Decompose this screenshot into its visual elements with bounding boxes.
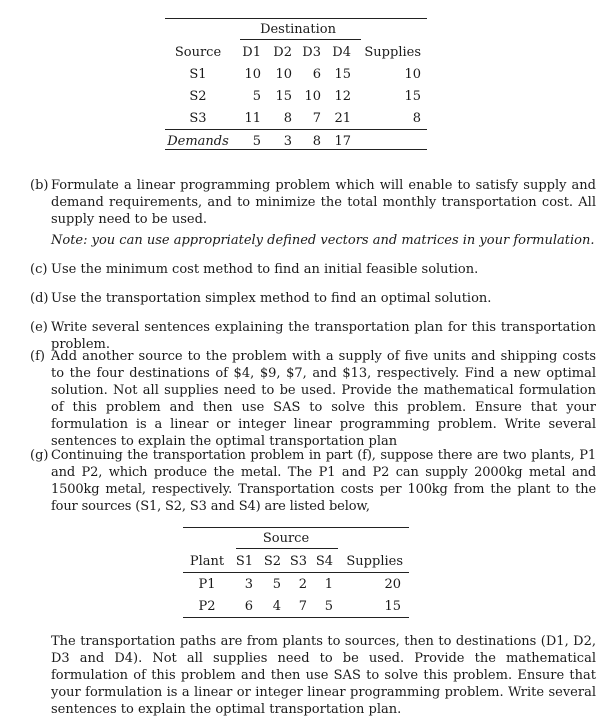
table2-header-row (183, 550, 409, 573)
table2-cell: 2 (298, 576, 307, 592)
table2-cell: 6 (244, 598, 253, 614)
table2-cell: 5 (324, 598, 333, 614)
table2-group-rule (236, 548, 338, 549)
table1-header-cell: D3 (302, 44, 321, 60)
table2-cell: 7 (298, 598, 307, 614)
question-text: Add another source to the problem with a supply of five units and shipping costs to the four destinations of $4, $9, $7, and $13, respectively. Find a new optimal solution. Not all supplies need to be used. Provide the mathematical formulation of this problem and then use SAS to solve this problem. Ensure that your formulation is a linear or integer linear programming problem. Write several sentences to explain the optimal transportation plan (51, 349, 596, 449)
question-label: (e) (30, 320, 48, 335)
table2-cell: 20 (384, 576, 401, 592)
question-d (30, 290, 596, 307)
question-note: Note: you can use appropriately defined vectors and matrices in your formulation. (51, 233, 595, 248)
table1-cell: 17 (334, 133, 351, 149)
table1-header-cell: D2 (273, 44, 292, 60)
table1-group-header: Destination (260, 22, 336, 37)
table1-cell: 3 (283, 133, 292, 149)
table-row (183, 595, 409, 617)
table2-header-cell: S1 (235, 553, 253, 569)
table1-cell: 15 (334, 66, 351, 82)
question-label: (b) (30, 178, 49, 193)
table1-cell: 10 (275, 66, 292, 82)
table1-cell: 10 (244, 66, 261, 82)
table2 (183, 550, 409, 617)
question-label: (g) (30, 448, 49, 463)
table-row (165, 107, 427, 130)
table2-cell: 3 (244, 576, 253, 592)
table1-cell: 6 (312, 66, 321, 82)
table2-group-header: Source (262, 531, 310, 546)
table1-top-rule (165, 18, 427, 19)
table1-cell: S1 (189, 66, 207, 82)
table1-cell: 8 (283, 110, 292, 126)
question-text: Use the transportation simplex method to find an optimal solution. (51, 291, 492, 306)
table-row (165, 85, 427, 107)
table1-header-cell: D4 (332, 44, 351, 60)
table-row (165, 63, 427, 85)
table1-cell: S2 (189, 88, 207, 104)
table1-group-rule (240, 39, 361, 40)
table1-cell: 5 (252, 133, 261, 149)
question-text: Use the minimum cost method to find an initial feasible solution. (51, 262, 479, 277)
question-c (30, 261, 596, 278)
table1-cell: 5 (252, 88, 261, 104)
table1-cell: 15 (275, 88, 292, 104)
table1-header-cell: Source (174, 44, 222, 60)
table1-cell: 8 (312, 133, 321, 149)
table1-cell: 10 (304, 88, 321, 104)
question-text: Write several sentences explaining the transportation plan for this transportation problem. (51, 320, 596, 352)
table1-cell: S3 (189, 110, 207, 126)
table2-header-cell: Plant (189, 553, 225, 569)
table2-header-cell: S2 (263, 553, 281, 569)
question-b (30, 177, 596, 249)
question-g (30, 447, 596, 515)
table1-demands-label: Demands (167, 133, 229, 149)
table1-cell: 8 (412, 110, 421, 126)
table1 (165, 41, 427, 152)
table2-cell: 1 (324, 576, 333, 592)
table2-header-cell: Supplies (346, 553, 403, 569)
table1-cell: 11 (244, 110, 261, 126)
table2-cell: 5 (272, 576, 281, 592)
table1-header-row (165, 41, 427, 63)
table2-cell: 4 (272, 598, 281, 614)
table2-cell: 15 (384, 598, 401, 614)
question-g-closing (30, 633, 596, 718)
question-f (30, 348, 596, 450)
table2-header-cell: S3 (289, 553, 307, 569)
table-row (183, 573, 409, 596)
table2-cell: P2 (198, 598, 216, 614)
table1-cell: 15 (404, 88, 421, 104)
table2-header-cell: S4 (315, 553, 333, 569)
question-text: Formulate a linear programming problem which will enable to satisfy supply and demand requirements, and to minimize the total monthly transportation cost. All supply need to be used. (51, 178, 596, 227)
table1-cell: 10 (404, 66, 421, 82)
question-label: (c) (30, 262, 48, 277)
question-text: Continuing the transportation problem in part (f), suppose there are two plants, P1 and P2, which produce the metal. The P1 and P2 can supply 2000kg metal and 1500kg metal, respectively. Transportation costs per 100kg from the plant to the four sources (S1, S2, S3 and S4) are listed below, (51, 448, 596, 514)
question-label: (d) (30, 291, 49, 306)
table2-top-rule (183, 527, 409, 528)
table2-bottom-rule (183, 617, 409, 618)
question-label: (f) (30, 349, 45, 364)
table1-cell: 7 (312, 110, 321, 126)
table2-cell: P1 (198, 576, 216, 592)
table1-bottom-rule (165, 149, 427, 150)
table1-cell: 21 (334, 110, 351, 126)
table1-cell: 12 (334, 88, 351, 104)
table1-header-cell: D1 (242, 44, 261, 60)
table1-header-cell: Supplies (364, 44, 421, 60)
question-closing-text: The transportation paths are from plants to sources, then to destinations (D1, D2, D3 and D4). Not all supplies need to be used. Provide the mathematical formulation of this problem and then use SAS to solve this problem. Ensure that your formulation is a linear or integer linear programming problem. Write several sentences to explain the optimal transportation plan. (51, 634, 596, 717)
